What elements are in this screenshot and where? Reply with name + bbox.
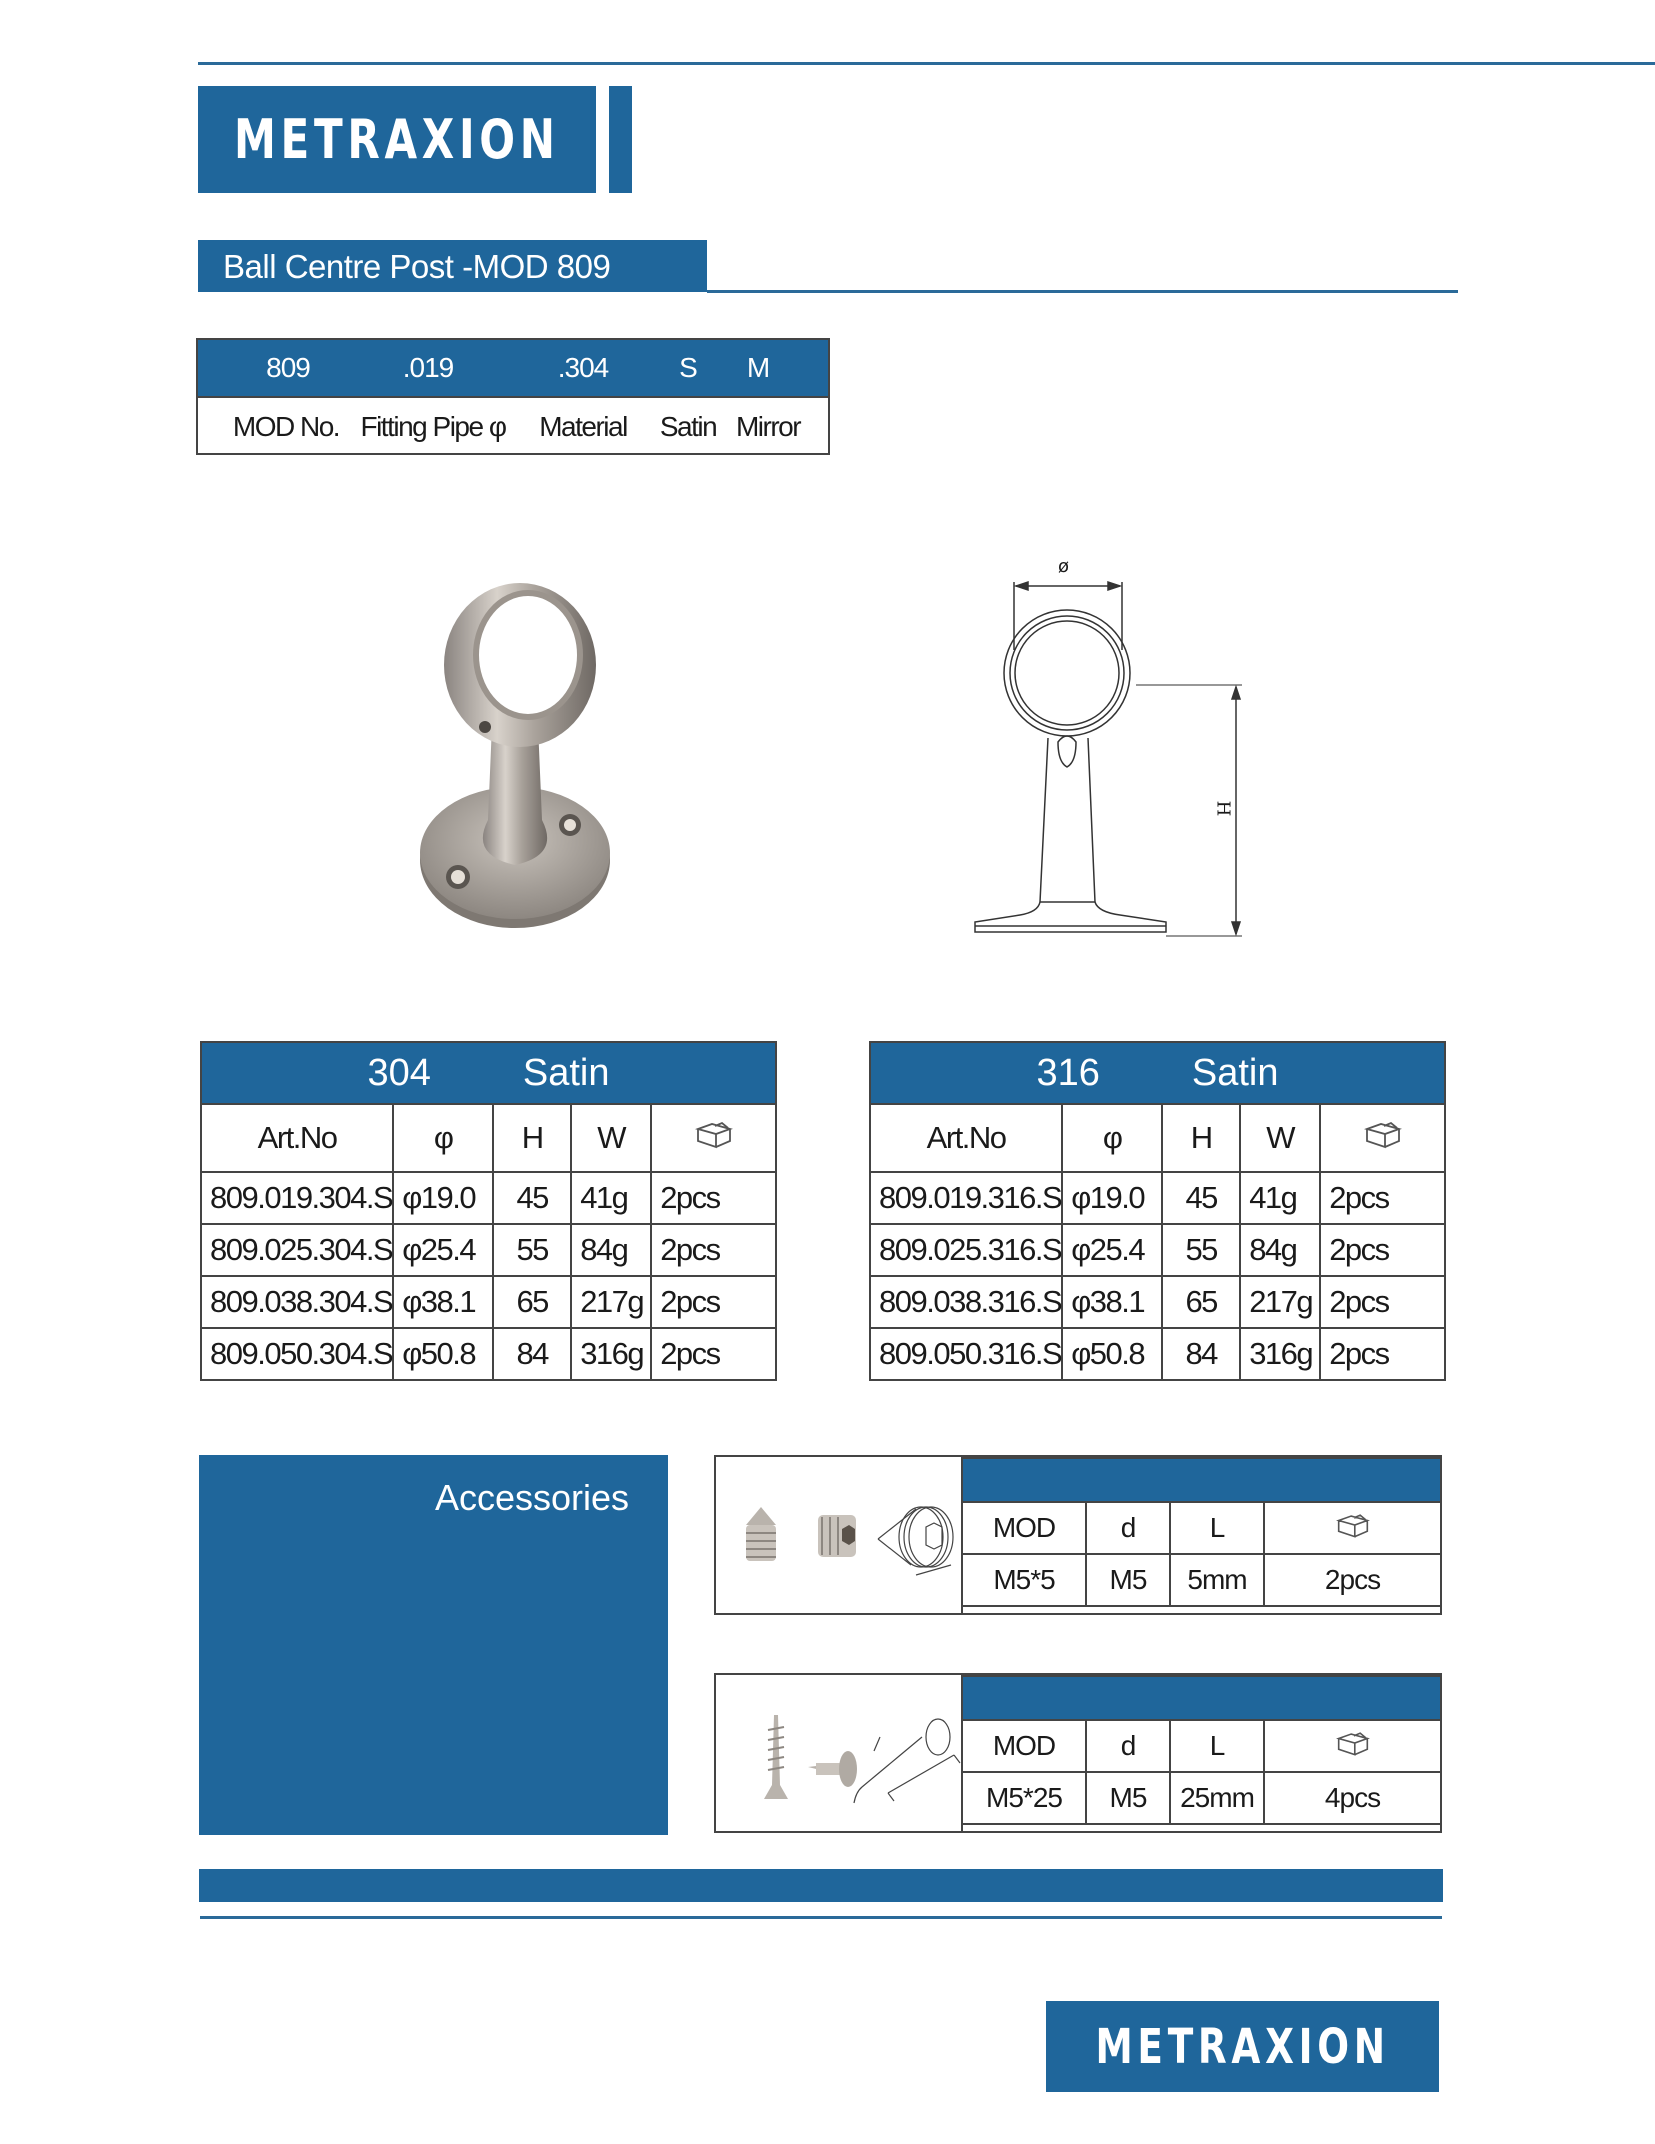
code-mod: 809 [266,352,310,383]
table-row [962,1554,1441,1606]
col-weight: W [571,1104,651,1172]
d-value: M5 [1086,1554,1170,1606]
label-mirror: Mirror [735,410,801,442]
diameter: φ19.0 [393,1172,493,1224]
table-row [201,1224,776,1276]
title-underline [707,290,1458,293]
table-row [201,1328,776,1380]
height: 84 [493,1328,571,1380]
col-pack [1264,1502,1441,1554]
accessory-set-screw [714,1455,1442,1615]
set-screw-spec [961,1457,1442,1607]
material-label: 316 [1036,1051,1100,1094]
code-mirror: M [746,352,770,383]
height: 55 [1162,1224,1240,1276]
weight: 217g [1240,1276,1320,1328]
table-row [201,1276,776,1328]
finish-label: Satin [1191,1051,1279,1094]
code-row [198,340,828,396]
accessories-panel [199,1455,668,1835]
col-pack [1320,1104,1445,1172]
col-pack [1264,1720,1441,1772]
table-row [962,1772,1441,1824]
pack-qty: 2pcs [1320,1224,1445,1276]
label-mod: MOD No. [232,410,340,442]
wood-screw-spec [961,1675,1442,1825]
art-no: 809.050.304.S [201,1328,393,1380]
dimension-drawing-icon [950,550,1280,940]
mod-value: M5*5 [962,1554,1086,1606]
label-material: Material [539,410,627,442]
diameter-label: ø [1058,556,1070,577]
diameter: φ50.8 [393,1328,493,1380]
col-diameter: φ [393,1104,493,1172]
weight: 84g [571,1224,651,1276]
pack-qty: 2pcs [651,1224,776,1276]
accessory-header-band [962,1458,1441,1502]
l-value: 25mm [1170,1772,1264,1824]
page-title-band [198,240,707,292]
page-title: Ball Centre Post -MOD 809 [223,248,611,285]
footer-rule [200,1916,1442,1919]
col-mod: MOD [962,1720,1086,1772]
diameter: φ38.1 [1062,1276,1162,1328]
column-headers [870,1104,1445,1172]
weight: 41g [1240,1172,1320,1224]
pack-qty: 2pcs [651,1328,776,1380]
height: 84 [1162,1328,1240,1380]
diameter: φ25.4 [1062,1224,1162,1276]
brand-logo-footer [1046,2001,1439,2092]
diameter: φ50.8 [1062,1328,1162,1380]
spec-table-316 [869,1041,1446,1381]
ball-centre-post-photo-icon [410,575,620,935]
brand-name: METRAXION [234,108,560,171]
code-satin: S [679,352,697,383]
model-code-key [196,338,830,455]
brand-name: METRAXION [1095,2018,1390,2075]
art-no: 809.025.316.S [870,1224,1062,1276]
box-icon [1364,1119,1402,1149]
art-no: 809.019.316.S [870,1172,1062,1224]
table-row [870,1224,1445,1276]
top-rule [198,62,1655,65]
weight: 316g [571,1328,651,1380]
height: 45 [1162,1172,1240,1224]
col-pack [651,1104,776,1172]
col-diameter: φ [1062,1104,1162,1172]
col-l: L [1170,1502,1264,1554]
table-row [870,1276,1445,1328]
wood-screw-icon [716,1675,961,1831]
pack-qty: 2pcs [651,1172,776,1224]
label-row [198,396,828,455]
mod-value: M5*25 [962,1772,1086,1824]
art-no: 809.025.304.S [201,1224,393,1276]
art-no: 809.050.316.S [870,1328,1062,1380]
product-photo [410,575,620,935]
technical-drawing [950,550,1280,940]
art-no: 809.019.304.S [201,1172,393,1224]
col-height: H [1162,1104,1240,1172]
pack-qty: 4pcs [1264,1772,1441,1824]
col-art-no: Art.No [201,1104,393,1172]
material-label: 304 [367,1051,431,1094]
height-label: H [1212,800,1234,817]
col-l: L [1170,1720,1264,1772]
diameter: φ19.0 [1062,1172,1162,1224]
col-height: H [493,1104,571,1172]
finish-label: Satin [522,1051,610,1094]
weight: 217g [571,1276,651,1328]
d-value: M5 [1086,1772,1170,1824]
spec-table-header [201,1042,776,1104]
l-value: 5mm [1170,1554,1264,1606]
logo-accent-bar [609,86,632,193]
height: 45 [493,1172,571,1224]
art-no: 809.038.304.S [201,1276,393,1328]
code-material: .304 [557,352,609,383]
set-screw-image [716,1457,963,1613]
brand-logo-header [198,86,596,193]
footer-band [199,1869,1443,1902]
label-satin: Satin [659,410,717,442]
pack-qty: 2pcs [651,1276,776,1328]
table-row [201,1172,776,1224]
pack-qty: 2pcs [1320,1172,1445,1224]
height: 65 [1162,1276,1240,1328]
accessory-wood-screw [714,1673,1442,1833]
accessories-label: Accessories [434,1477,629,1518]
table-row [870,1328,1445,1380]
diameter: φ38.1 [393,1276,493,1328]
pack-qty: 2pcs [1264,1554,1441,1606]
table-row [870,1172,1445,1224]
spec-table-304 [200,1041,777,1381]
art-no: 809.038.316.S [870,1276,1062,1328]
column-headers [201,1104,776,1172]
weight: 41g [571,1172,651,1224]
weight: 84g [1240,1224,1320,1276]
height: 65 [493,1276,571,1328]
pack-qty: 2pcs [1320,1276,1445,1328]
col-d: d [1086,1720,1170,1772]
box-icon [1336,1511,1370,1539]
height: 55 [493,1224,571,1276]
code-pipe: .019 [402,352,454,383]
accessory-header-band [962,1676,1441,1720]
col-weight: W [1240,1104,1320,1172]
col-d: d [1086,1502,1170,1554]
label-pipe: Fitting Pipe φ [360,410,506,442]
wood-screw-image [716,1675,963,1831]
weight: 316g [1240,1328,1320,1380]
box-icon [1336,1729,1370,1757]
spec-table-header [870,1042,1445,1104]
col-art-no: Art.No [870,1104,1062,1172]
set-screw-icon [716,1457,961,1613]
diameter: φ25.4 [393,1224,493,1276]
col-mod: MOD [962,1502,1086,1554]
box-icon [695,1119,733,1149]
pack-qty: 2pcs [1320,1328,1445,1380]
